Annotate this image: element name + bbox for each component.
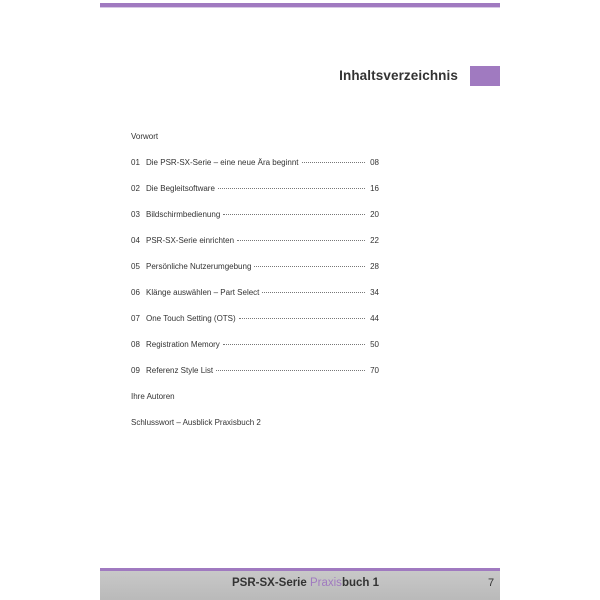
dot-leader xyxy=(223,343,365,345)
chapter-page: 22 xyxy=(370,236,379,245)
chapter-page: 34 xyxy=(370,288,379,297)
toc-entry-preface[interactable] xyxy=(131,124,379,150)
dot-leader xyxy=(254,265,365,267)
chapter-page: 70 xyxy=(370,366,379,375)
dot-leader xyxy=(223,213,365,215)
toc-entry-authors[interactable] xyxy=(131,384,379,410)
chapter-title: Registration Memory xyxy=(146,340,220,349)
chapter-title: Die Begleitsoftware xyxy=(146,184,215,193)
toc-entry-chapter-06[interactable] xyxy=(131,280,379,306)
chapter-title: Klänge auswählen – Part Select xyxy=(146,288,260,297)
footer-title-part: buch 1 xyxy=(341,577,379,589)
chapter-title: Persönliche Nutzerumgebung xyxy=(146,262,252,271)
book-page xyxy=(100,0,500,600)
toc-entry-chapter-07[interactable] xyxy=(131,306,379,332)
chapter-number: 04 xyxy=(131,236,140,245)
footer-book-title xyxy=(232,577,379,589)
toc-entry-chapter-01[interactable] xyxy=(131,150,379,176)
chapter-title: One Touch Setting (OTS) xyxy=(146,314,236,323)
footer-title-accent: Praxis xyxy=(309,577,342,589)
chapter-page: 08 xyxy=(370,158,379,167)
dot-leader xyxy=(239,317,365,319)
chapter-page: 20 xyxy=(370,210,379,219)
chapter-number: 02 xyxy=(131,184,140,193)
chapter-page: 16 xyxy=(370,184,379,193)
chapter-page: 28 xyxy=(370,262,379,271)
chapter-number: 06 xyxy=(131,288,140,297)
toc-entry-label: Vorwort xyxy=(131,132,159,141)
chapter-page: 44 xyxy=(370,314,379,323)
chapter-number: 09 xyxy=(131,366,140,375)
dot-leader xyxy=(237,239,365,241)
toc-entry-chapter-09[interactable] xyxy=(131,358,379,384)
title-accent-block xyxy=(470,66,500,86)
chapter-number: 08 xyxy=(131,340,140,349)
toc-entry-chapter-08[interactable] xyxy=(131,332,379,358)
dot-leader xyxy=(218,187,365,189)
top-rule xyxy=(100,3,500,8)
chapter-number: 07 xyxy=(131,314,140,323)
chapter-number: 01 xyxy=(131,158,140,167)
dot-leader xyxy=(216,369,365,371)
toc-entry-closing[interactable] xyxy=(131,410,379,436)
chapter-title: Bildschirmbedienung xyxy=(146,210,221,219)
toc-entry-label: Ihre Autoren xyxy=(131,392,175,401)
chapter-number: 03 xyxy=(131,210,140,219)
dot-leader xyxy=(302,161,365,163)
dot-leader xyxy=(262,291,365,293)
toc-entry-chapter-05[interactable] xyxy=(131,254,379,280)
footer-title-part: PSR-SX-Serie xyxy=(232,577,310,589)
toc-entry-chapter-02[interactable] xyxy=(131,176,379,202)
chapter-title: Die PSR-SX-Serie – eine neue Ära beginnt xyxy=(146,158,299,167)
chapter-title: PSR-SX-Serie einrichten xyxy=(146,236,235,245)
chapter-title: Referenz Style List xyxy=(146,366,214,375)
page-number: 7 xyxy=(488,577,495,589)
chapter-number: 05 xyxy=(131,262,140,271)
page-title: Inhaltsverzeichnis xyxy=(339,68,458,83)
toc-entry-chapter-04[interactable] xyxy=(131,228,379,254)
toc-entry-chapter-03[interactable] xyxy=(131,202,379,228)
chapter-page: 50 xyxy=(370,340,379,349)
table-of-contents xyxy=(131,124,379,436)
toc-entry-label: Schlusswort – Ausblick Praxisbuch 2 xyxy=(131,418,261,427)
